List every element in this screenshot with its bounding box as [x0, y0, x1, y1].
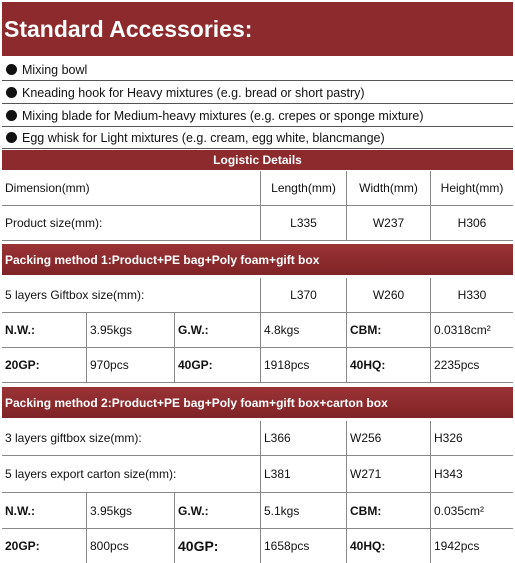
pack2-giftbox-length: L366 — [260, 421, 346, 455]
pack1-nw-value: 3.95kgs — [86, 313, 174, 347]
accessory-item — [2, 127, 513, 149]
pack2-cbm-label: CBM: — [346, 493, 430, 528]
pack2-cbm-value: 0.035cm² — [430, 493, 513, 528]
pack1-container-row — [2, 348, 513, 383]
pack1-gw-label: G.W.: — [174, 313, 260, 347]
pack1-20gp-value: 970pcs — [86, 348, 174, 382]
width-header: Width(mm) — [346, 171, 430, 205]
product-length: L335 — [260, 206, 346, 240]
pack2-nw-value: 3.95kgs — [86, 493, 174, 528]
pack1-40hq-value: 2235pcs — [430, 348, 513, 382]
pack2-weight-row — [2, 493, 513, 529]
accessory-item — [2, 82, 513, 104]
accessory-label: Kneading hook for Heavy mixtures (e.g. bread or short pastry) — [22, 85, 365, 100]
dimension-label: Dimension(mm) — [5, 181, 90, 195]
pack1-20gp-label: 20GP: — [5, 358, 40, 372]
bullet-icon — [6, 110, 17, 121]
pack2-nw-label: N.W.: — [5, 503, 35, 518]
pack1-giftbox-width: W260 — [346, 278, 430, 312]
pack1-giftbox-height: H330 — [430, 278, 513, 312]
pack2-giftbox-row — [2, 421, 513, 456]
pack2-40gp-value: 1658pcs — [260, 529, 346, 563]
pack2-gw-label: G.W.: — [174, 493, 260, 528]
accessory-label: Mixing bowl — [22, 62, 88, 77]
length-header: Length(mm) — [260, 171, 346, 205]
pack1-giftbox-label: 5 layers Giftbox size(mm): — [5, 288, 145, 302]
pack1-40gp-value: 1918pcs — [260, 348, 346, 382]
product-size-row — [2, 206, 513, 241]
page-title: Standard Accessories: — [2, 2, 513, 56]
pack1-40hq-label: 40HQ: — [346, 348, 430, 382]
pack2-gw-value: 5.1kgs — [260, 493, 346, 528]
accessory-item — [2, 59, 513, 81]
pack2-container-row — [2, 529, 513, 563]
product-size-label: Product size(mm): — [5, 216, 103, 230]
product-height: H306 — [430, 206, 513, 240]
height-header: Height(mm) — [430, 171, 513, 205]
logistic-details-header: Logistic Details — [2, 150, 513, 170]
bullet-icon — [6, 64, 17, 75]
pack2-40hq-label: 40HQ: — [346, 529, 430, 563]
pack2-20gp-value: 800pcs — [86, 529, 174, 563]
packing-method-2-header: Packing method 2:Product+PE bag+Poly foam+gift box+carton box — [2, 387, 513, 418]
pack1-nw-label: N.W.: — [5, 323, 35, 337]
pack2-20gp-label: 20GP: — [5, 539, 40, 553]
pack2-giftbox-label: 3 layers giftbox size(mm): — [5, 431, 142, 445]
pack1-cbm-label: CBM: — [346, 313, 430, 347]
packing-method-1-header: Packing method 1:Product+PE bag+Poly foam+gift box — [2, 244, 513, 275]
bullet-icon — [6, 132, 17, 143]
pack1-weight-row — [2, 313, 513, 348]
product-width: W237 — [346, 206, 430, 240]
pack2-40hq-value: 1942pcs — [430, 529, 513, 563]
pack2-40gp-label: 40GP: — [174, 529, 260, 563]
dimension-header-row — [2, 171, 513, 206]
pack1-40gp-label: 40GP: — [174, 348, 260, 382]
pack2-carton-row — [2, 456, 513, 493]
pack2-carton-width: W271 — [346, 456, 430, 492]
pack1-cbm-value: 0.0318cm² — [430, 313, 513, 347]
pack1-gw-value: 4.8kgs — [260, 313, 346, 347]
pack2-carton-length: L381 — [260, 456, 346, 492]
accessory-label: Mixing blade for Medium-heavy mixtures (e.g. crepes or sponge mixture) — [22, 108, 424, 123]
pack2-carton-height: H343 — [430, 456, 513, 492]
pack2-giftbox-width: W256 — [346, 421, 430, 455]
accessory-label: Egg whisk for Light mixtures (e.g. cream, egg white, blancmange) — [22, 130, 385, 145]
pack2-giftbox-height: H326 — [430, 421, 513, 455]
pack1-giftbox-length: L370 — [260, 278, 346, 312]
pack2-carton-label: 5 layers export carton size(mm): — [5, 467, 177, 481]
bullet-icon — [6, 87, 17, 98]
accessory-item — [2, 105, 513, 127]
pack1-giftbox-row — [2, 278, 513, 313]
